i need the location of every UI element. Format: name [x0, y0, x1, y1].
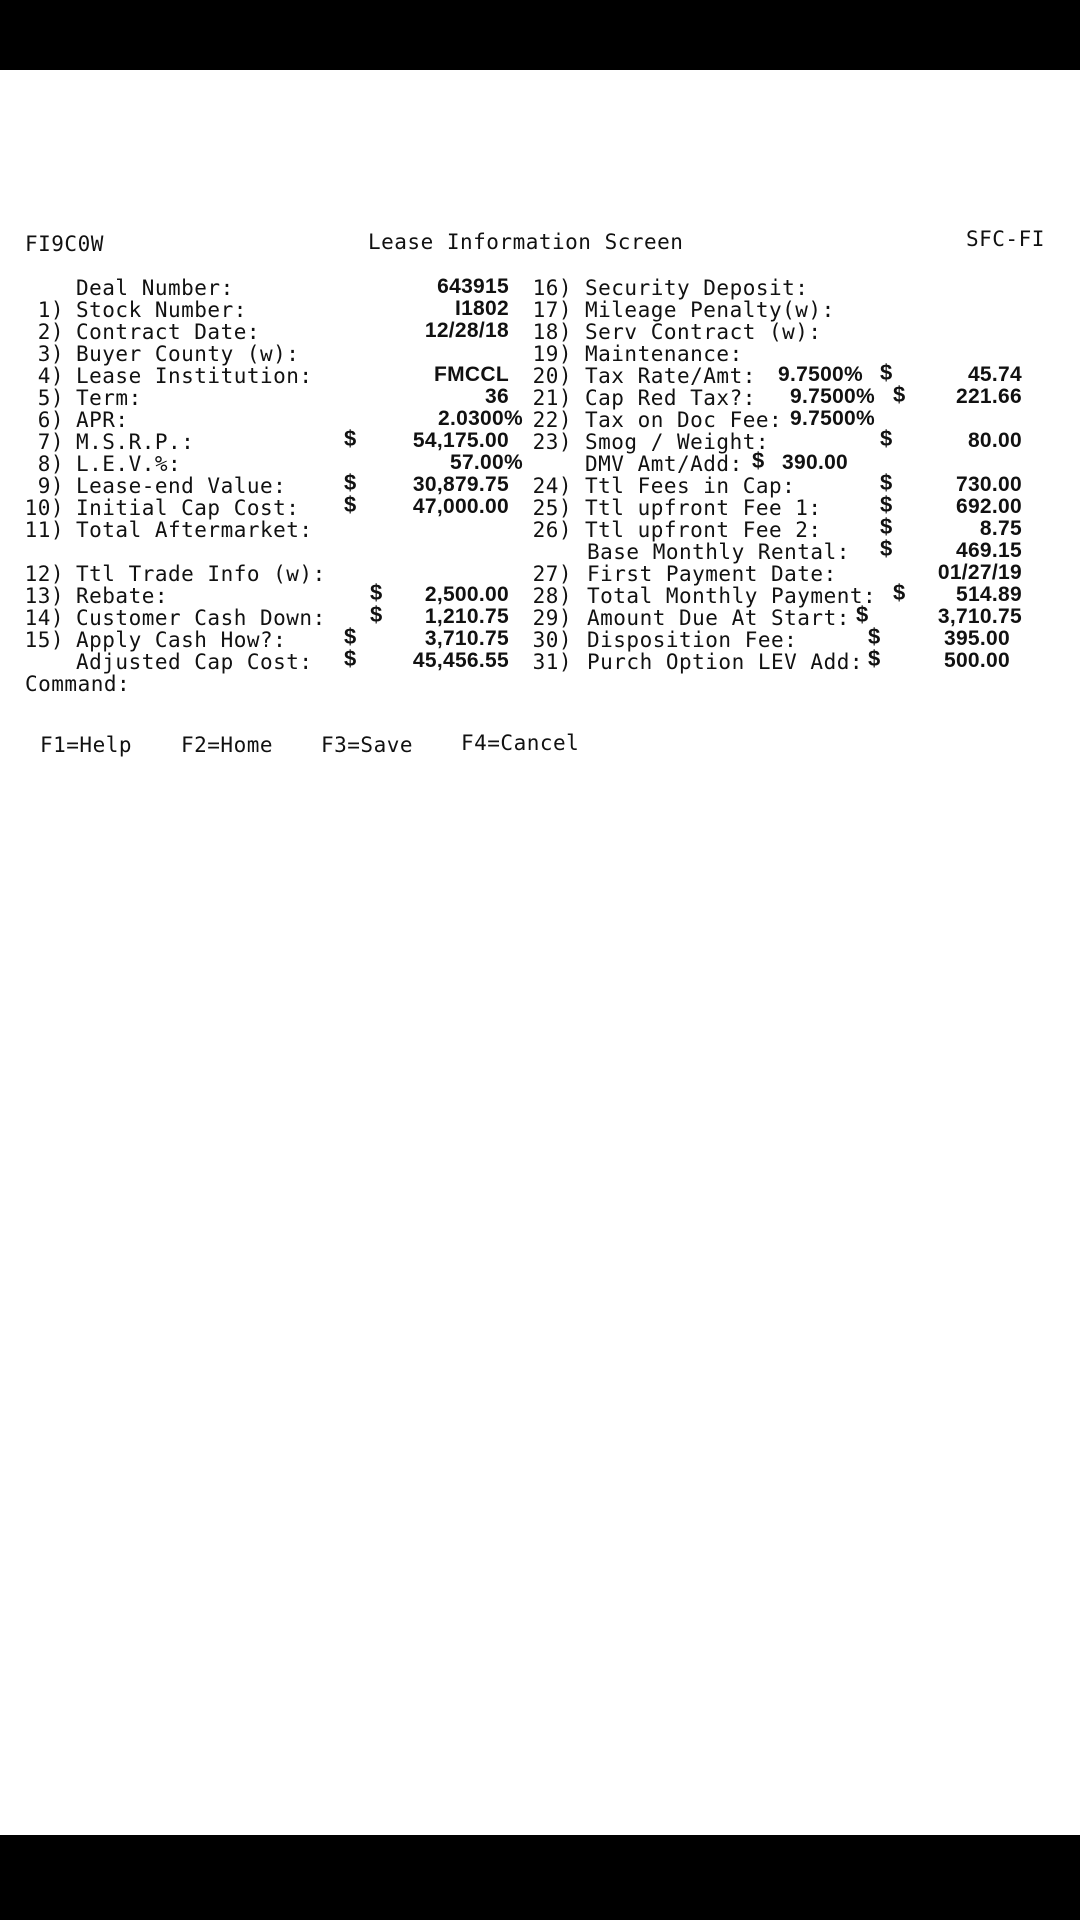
field-number: 18) — [532, 320, 572, 344]
apply-cash-how-label: Apply Cash How?: — [76, 628, 287, 652]
adjusted-cap-cost-label: Adjusted Cap Cost: — [76, 650, 313, 674]
security-deposit-label: Security Deposit: — [585, 276, 809, 300]
dollar-sign: $ — [868, 646, 881, 671]
field-number: 1) — [37, 298, 64, 322]
rebate-label: Rebate: — [76, 584, 169, 608]
purch-option-lev-add-value[interactable]: 500.00 — [943, 649, 1010, 672]
dmv-amt-value[interactable]: 390.00 — [782, 451, 849, 474]
buyer-county-label: Buyer County (w): — [76, 342, 300, 366]
dollar-sign: $ — [344, 470, 357, 495]
tax-rate-value[interactable]: 9.7500% — [778, 363, 864, 386]
dollar-sign: $ — [370, 602, 383, 627]
term-label: Term: — [76, 386, 142, 410]
dollar-sign: $ — [880, 470, 893, 495]
total-monthly-payment-label: Total Monthly Payment: — [587, 584, 877, 608]
initial-cap-cost-label: Initial Cap Cost: — [76, 496, 300, 520]
field-number: 10) — [24, 496, 64, 520]
customer-cash-down-label: Customer Cash Down: — [76, 606, 326, 630]
maintenance-label: Maintenance: — [585, 342, 743, 366]
dollar-sign: $ — [344, 426, 357, 451]
lease-end-value-label: Lease-end Value: — [76, 474, 287, 498]
first-payment-date-label: First Payment Date: — [587, 562, 837, 586]
dollar-sign: $ — [344, 492, 357, 517]
field-number: 20) — [532, 364, 572, 388]
dmv-amt-label: DMV Amt/Add: — [585, 452, 743, 476]
field-number: 3) — [37, 342, 64, 366]
tax-on-doc-fee-rate[interactable]: 9.7500% — [790, 407, 876, 430]
field-number: 30) — [532, 628, 572, 652]
save-key-button[interactable]: F3=Save — [321, 733, 414, 757]
contract-date-value[interactable]: 12/28/18 — [424, 319, 509, 342]
first-payment-date-value[interactable]: 01/27/19 — [937, 561, 1022, 584]
bottom-black-bar — [0, 1835, 1080, 1920]
fees-in-cap-label: Ttl Fees in Cap: — [585, 474, 796, 498]
field-number: 17) — [532, 298, 572, 322]
dollar-sign: $ — [856, 602, 869, 627]
tax-amt-value[interactable]: 45.74 — [967, 363, 1022, 386]
dollar-sign: $ — [880, 492, 893, 517]
field-number: 15) — [24, 628, 64, 652]
field-number: 24) — [532, 474, 572, 498]
dollar-sign: $ — [344, 646, 357, 671]
field-number: 9) — [37, 474, 64, 498]
field-number: 23) — [532, 430, 572, 454]
apr-value[interactable]: 2.0300% — [437, 407, 523, 430]
msrp-value[interactable]: 54,175.00 — [412, 429, 509, 452]
contract-date-label: Contract Date: — [76, 320, 261, 344]
smog-weight-label: Smog / Weight: — [585, 430, 770, 454]
cap-red-tax-label: Cap Red Tax?: — [585, 386, 756, 410]
trade-info-label: Ttl Trade Info (w): — [76, 562, 326, 586]
upfront-fee-1-label: Ttl upfront Fee 1: — [585, 496, 822, 520]
base-monthly-rental-value: 469.15 — [955, 539, 1022, 562]
total-aftermarket-label: Total Aftermarket: — [76, 518, 313, 542]
field-number: 14) — [24, 606, 64, 630]
field-number: 7) — [37, 430, 64, 454]
serv-contract-label: Serv Contract (w): — [585, 320, 822, 344]
term-value[interactable]: 36 — [485, 385, 509, 408]
field-number: 28) — [532, 584, 572, 608]
disposition-fee-value[interactable]: 395.00 — [943, 627, 1010, 650]
lease-institution-value[interactable]: FMCCL — [434, 363, 509, 386]
disposition-fee-label: Disposition Fee: — [587, 628, 798, 652]
field-number: 12) — [24, 562, 64, 586]
field-number: 2) — [37, 320, 64, 344]
dollar-sign: $ — [880, 514, 893, 539]
base-monthly-rental-label: Base Monthly Rental: — [587, 540, 850, 564]
dollar-sign: $ — [880, 536, 893, 561]
field-number: 31) — [532, 650, 572, 674]
lease-institution-label: Lease Institution: — [76, 364, 313, 388]
screen-id: FI9C0W — [25, 232, 104, 256]
amount-due-at-start-value: 3,710.75 — [937, 605, 1022, 628]
home-key-button[interactable]: F2=Home — [181, 733, 274, 757]
top-black-bar — [0, 0, 1080, 70]
field-number: 22) — [532, 408, 572, 432]
field-number: 5) — [37, 386, 64, 410]
upfront-fee-2-value: 8.75 — [979, 517, 1022, 540]
field-number: 4) — [37, 364, 64, 388]
help-key-button[interactable]: F1=Help — [40, 733, 133, 757]
field-number: 26) — [532, 518, 572, 542]
mileage-penalty-label: Mileage Penalty(w): — [585, 298, 835, 322]
dollar-sign: $ — [893, 382, 906, 407]
smog-weight-value[interactable]: 80.00 — [967, 429, 1022, 452]
field-number: 13) — [24, 584, 64, 608]
dollar-sign: $ — [880, 426, 893, 451]
field-number: 19) — [532, 342, 572, 366]
stock-number-value[interactable]: I1802 — [454, 297, 509, 320]
dollar-sign: $ — [868, 624, 881, 649]
cap-red-tax-value[interactable]: 221.66 — [955, 385, 1022, 408]
tax-rate-amt-label: Tax Rate/Amt: — [585, 364, 756, 388]
dollar-sign: $ — [893, 580, 906, 605]
screen-title: Lease Information Screen — [368, 230, 684, 254]
lev-percent-value[interactable]: 57.00% — [449, 451, 523, 474]
msrp-label: M.S.R.P.: — [76, 430, 195, 454]
field-number: 11) — [24, 518, 64, 542]
total-monthly-payment-value: 514.89 — [955, 583, 1022, 606]
lev-percent-label: L.E.V.%: — [76, 452, 182, 476]
tax-on-doc-fee-label: Tax on Doc Fee: — [585, 408, 783, 432]
deal-number-label: Deal Number: — [76, 276, 234, 300]
amount-due-at-start-label: Amount Due At Start: — [587, 606, 850, 630]
cap-red-tax-rate[interactable]: 9.7500% — [790, 385, 876, 408]
customer-cash-down-value[interactable]: 1,210.75 — [424, 605, 509, 628]
dollar-sign: $ — [752, 448, 765, 473]
adjusted-cap-cost-value: 45,456.55 — [412, 649, 509, 672]
dollar-sign: $ — [880, 360, 893, 385]
upfront-fee-1-value: 692.00 — [955, 495, 1022, 518]
fees-in-cap-value: 730.00 — [955, 473, 1022, 496]
lease-end-value[interactable]: 30,879.75 — [412, 473, 509, 496]
upfront-fee-2-label: Ttl upfront Fee 2: — [585, 518, 822, 542]
cancel-key-button[interactable]: F4=Cancel — [461, 731, 580, 755]
rebate-value[interactable]: 2,500.00 — [424, 583, 509, 606]
field-number: 6) — [37, 408, 64, 432]
field-number: 21) — [532, 386, 572, 410]
apr-label: APR: — [76, 408, 129, 432]
field-number: 16) — [532, 276, 572, 300]
field-number: 27) — [532, 562, 572, 586]
deal-number-value: 643915 — [437, 275, 509, 298]
dollar-sign: $ — [370, 580, 383, 605]
system-id: SFC-FI — [966, 227, 1045, 251]
initial-cap-cost-value[interactable]: 47,000.00 — [412, 495, 509, 518]
field-number: 8) — [37, 452, 64, 476]
stock-number-label: Stock Number: — [76, 298, 247, 322]
apply-cash-how-value[interactable]: 3,710.75 — [424, 627, 509, 650]
field-number: 29) — [532, 606, 572, 630]
dollar-sign: $ — [344, 624, 357, 649]
command-label[interactable]: Command: — [25, 672, 131, 696]
field-number: 25) — [532, 496, 572, 520]
purch-option-lev-add-label: Purch Option LEV Add: — [587, 650, 864, 674]
